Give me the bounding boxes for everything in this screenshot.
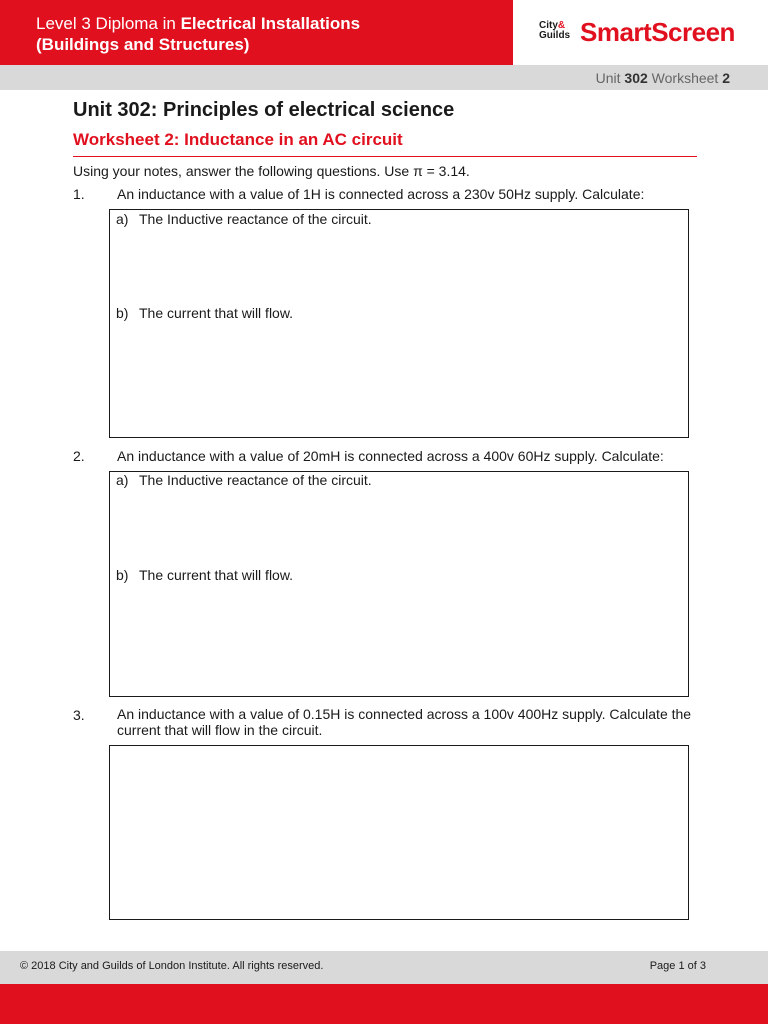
page-title: Unit 302: Principles of electrical science [73, 99, 455, 121]
part-letter: a) [116, 211, 129, 227]
qualification-subject: Electrical Installations [180, 14, 361, 33]
part-text: The current that will flow. [139, 305, 294, 321]
part-text: The Inductive reactance of the circuit. [139, 472, 372, 488]
answer-box[interactable] [109, 209, 689, 438]
part-letter: b) [116, 305, 129, 321]
logo-amp: & [557, 20, 566, 31]
part-letter: a) [116, 472, 129, 488]
header-banner [0, 0, 513, 65]
part-text: The current that will flow. [139, 567, 294, 583]
page-subtitle: Worksheet 2: Inductance in an AC circuit [73, 130, 403, 149]
qualification-prefix: Level 3 Diploma in [36, 14, 181, 33]
part-text: The Inductive reactance of the circuit. [139, 211, 372, 227]
unit-label: Unit [595, 70, 625, 86]
title-divider [73, 156, 697, 157]
logo [513, 0, 768, 65]
instructions: Using your notes, answer the following questions. Use π = 3.14. [73, 163, 470, 179]
unit-worksheet-ref [596, 70, 730, 86]
question-text: An inductance with a value of 1H is connected across a 230v 50Hz supply. Calculate: [117, 186, 645, 202]
footer [0, 951, 768, 984]
answer-box[interactable] [109, 471, 689, 697]
question-number: 2. [73, 448, 85, 464]
worksheet-label: Worksheet [647, 70, 723, 86]
logo-city: City [539, 20, 558, 31]
smartscreen-logo: SmartScreen [580, 17, 735, 47]
page-number: Page 1 of 3 [649, 960, 706, 972]
part-letter: b) [116, 567, 129, 583]
question-part [116, 472, 372, 488]
footer-band [0, 984, 768, 1024]
qualification-title [36, 14, 360, 34]
unit-number: 302 [624, 70, 648, 86]
worksheet-number: 2 [722, 70, 730, 86]
question-part [116, 567, 293, 583]
city-and-guilds-logo [539, 21, 570, 41]
question-part [116, 211, 372, 227]
question-text: An inductance with a value of 0.15H is connected across a 100v 400Hz supply. Calculate the current that will flow in the circuit. [117, 706, 692, 738]
question-part [116, 305, 293, 321]
question-text: An inductance with a value of 20mH is connected across a 400v 60Hz supply. Calculate: [117, 448, 664, 464]
logo-guilds: Guilds [539, 30, 571, 41]
unit-band [0, 65, 768, 90]
copyright-notice: © 2018 City and Guilds of London Institute. All rights reserved. [20, 960, 324, 972]
question-number: 3. [73, 707, 85, 723]
answer-box[interactable] [109, 745, 689, 920]
question-number: 1. [73, 186, 85, 202]
qualification-subtitle: (Buildings and Structures) [36, 35, 250, 54]
